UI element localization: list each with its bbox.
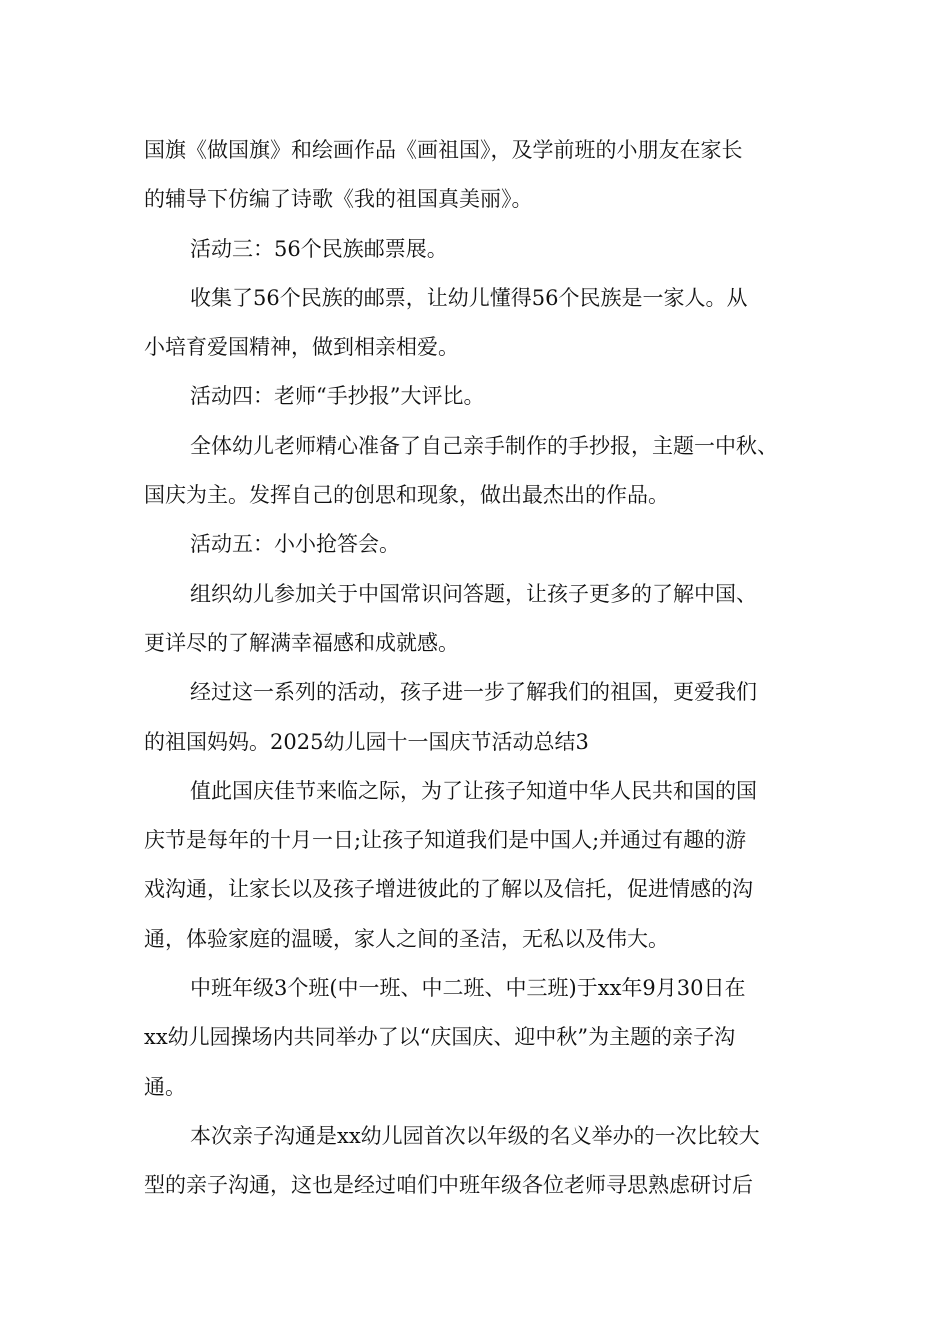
- text-line: 国旗《做国旗》和绘画作品《画祖国》，及学前班的小朋友在家长: [144, 138, 743, 162]
- text-line: 的辅导下仿编了诗歌《我的祖国真美丽》。: [144, 187, 533, 212]
- text-line: 型的亲子沟通，这也是经过咱们中班年级各位老师寻思熟虑研讨后: [144, 1173, 753, 1198]
- paragraph-1: [144, 126, 824, 225]
- text-line: 本次亲子沟通是xx幼儿园首次以年级的名义举办的一次比较大: [190, 1123, 760, 1148]
- paragraph-11: [144, 1112, 824, 1211]
- text-line: 通，体验家庭的温暖，家人之间的圣洁，无私以及伟大。: [144, 926, 669, 951]
- text-line: 全体幼儿老师精心准备了自己亲手制作的手抄报，主题一中秋、: [190, 433, 778, 458]
- paragraph-8: [144, 668, 824, 767]
- document-body: [144, 126, 824, 1211]
- text-line: 的祖国妈妈。2025幼儿园十一国庆节活动总结3: [144, 729, 589, 754]
- text-line: 经过这一系列的活动，孩子进一步了解我们的祖国，更爱我们: [190, 680, 757, 705]
- text-line: 更详尽的了解满幸福感和成就感。: [144, 630, 459, 655]
- paragraph-10: [144, 964, 824, 1112]
- text-line: 活动五：小小抢答会。: [190, 532, 400, 557]
- paragraph-activity-5-heading: [144, 520, 824, 569]
- paragraph-3: [144, 274, 824, 373]
- text-line: 活动三：56个民族邮票展。: [190, 236, 448, 261]
- paragraph-activity-3-heading: [144, 225, 824, 274]
- paragraph-activity-4-heading: [144, 372, 824, 421]
- text-line: 组织幼儿参加关于中国常识问答题，让孩子更多的了解中国、: [190, 581, 757, 606]
- text-line: 值此国庆佳节来临之际，为了让孩子知道中华人民共和国的国: [190, 778, 757, 803]
- text-line: 戏沟通，让家长以及孩子增进彼此的了解以及信托，促进情感的沟: [144, 877, 753, 902]
- paragraph-7: [144, 570, 824, 669]
- text-line: 庆节是每年的十月一日;让孩子知道我们是中国人;并通过有趣的游: [144, 828, 747, 853]
- text-line: 小培育爱国精神，做到相亲相爱。: [144, 335, 459, 360]
- paragraph-5: [144, 422, 824, 521]
- text-line: xx幼儿园操场内共同举办了以“庆国庆、迎中秋”为主题的亲子沟: [144, 1025, 736, 1050]
- text-line: 收集了56个民族的邮票，让幼儿懂得56个民族是一家人。从: [190, 285, 748, 310]
- text-line: 国庆为主。发挥自己的创思和现象，做出最杰出的作品。: [144, 483, 669, 508]
- text-line: 活动四：老师“手抄报”大评比。: [190, 384, 485, 409]
- paragraph-9: [144, 767, 824, 964]
- text-line: 中班年级3个班(中一班、中二班、中三班)于xx年9月30日在: [190, 976, 746, 1001]
- text-line: 通。: [144, 1074, 186, 1099]
